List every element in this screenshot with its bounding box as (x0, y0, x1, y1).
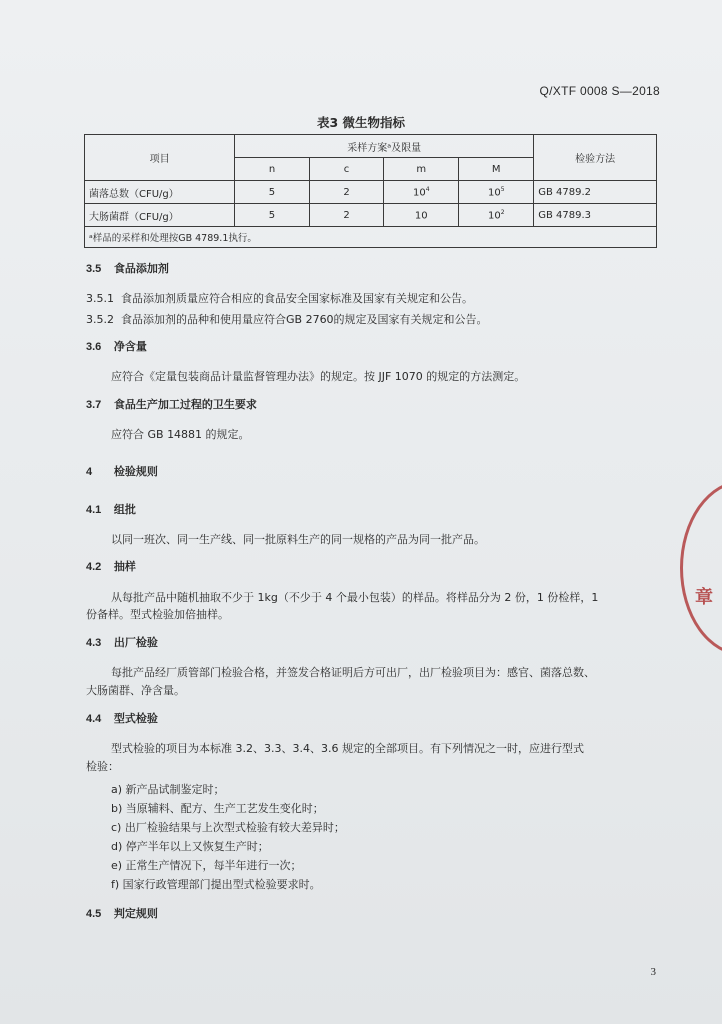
row-M: $10^2$ (459, 204, 534, 227)
section-4-3: 4.3 出厂检验 (86, 636, 158, 649)
row-m: 10 (384, 204, 459, 227)
row-method: GB 4789.3 (534, 204, 657, 227)
table-row (85, 181, 657, 204)
section-3-7-text: 应符合 GB 14881 的规定。 (111, 428, 250, 441)
header-c: c (309, 158, 384, 181)
section-4-2-text-line1: 从每批产品中随机抽取不少于 1kg（不少于 4 个最小包装）的样品。将样品分为 2 份，1 份检样，1 (111, 591, 599, 604)
header-m: m (384, 158, 459, 181)
section-4-2: 4.2 抽样 (86, 560, 136, 573)
row-m: $10^4$ (384, 181, 459, 204)
section-3-5: 3.5 食品添加剂 (86, 262, 169, 275)
header-item: 项目 (85, 135, 235, 181)
list-item: e) 正常生产情况下，每半年进行一次； (111, 859, 302, 872)
page-number: 3 (650, 966, 656, 978)
row-c: 2 (309, 181, 384, 204)
section-4-1-text: 以同一班次、同一生产线、同一批原料生产的同一规格的产品为同一批产品。 (111, 533, 485, 546)
header-n: n (235, 158, 310, 181)
section-4-4-text-line1: 型式检验的项目为本标准 3.2、3.3、3.4、3.6 规定的全部项目。有下列情况之一时，应进行型式 (111, 742, 584, 755)
section-4-3-text-line2: 大肠菌群、净含量。 (86, 684, 185, 697)
section-4-5: 4.5 判定规则 (86, 907, 158, 920)
row-item: 菌落总数（CFU/g） (85, 181, 235, 204)
header-test-method: 检验方法 (534, 135, 657, 181)
list-item: a) 新产品试制鉴定时； (111, 783, 225, 796)
header-sampling-plan: 采样方案ᵃ及限量 (235, 135, 534, 158)
section-3-6: 3.6 净含量 (86, 340, 147, 353)
microbiological-indicators-table (84, 134, 657, 248)
table-title: 表3 微生物指标 (316, 115, 406, 130)
section-3-5-2: 3.5.2 食品添加剂的品种和使用量应符合GB 2760的规定及国家有关规定和公告。 (86, 313, 488, 326)
section-4-4: 4.4 型式检验 (86, 712, 158, 725)
table-note: ᵃ样品的采样和处理按GB 4789.1执行。 (85, 227, 657, 248)
section-3-7: 3.7 食品生产加工过程的卫生要求 (86, 398, 257, 411)
section-3-6-text: 应符合《定量包装商品计量监督管理办法》的规定。按 JJF 1070 的规定的方法测定。 (111, 370, 526, 383)
row-method: GB 4789.2 (534, 181, 657, 204)
row-item: 大肠菌群（CFU/g） (85, 204, 235, 227)
row-c: 2 (309, 204, 384, 227)
header-M: M (459, 158, 534, 181)
row-M: $10^5$ (459, 181, 534, 204)
list-item: b) 当原辅料、配方、生产工艺发生变化时； (111, 802, 324, 815)
table-row (85, 204, 657, 227)
section-4: 4 检验规则 (86, 465, 158, 478)
list-item: c) 出厂检验结果与上次型式检验有较大差异时； (111, 821, 345, 834)
list-item: f) 国家行政管理部门提出型式检验要求时。 (111, 878, 321, 891)
list-item: d) 停产半年以上又恢复生产时； (111, 840, 269, 853)
section-4-4-text-line2: 检验： (86, 760, 119, 773)
row-n: 5 (235, 204, 310, 227)
section-4-2-text-line2: 份备样。型式检验加倍抽样。 (86, 608, 229, 621)
section-3-5-1: 3.5.1 食品添加剂质量应符合相应的食品安全国家标准及国家有关规定和公告。 (86, 292, 473, 305)
row-n: 5 (235, 181, 310, 204)
section-4-3-text-line1: 每批产品经厂质管部门检验合格，并签发合格证明后方可出厂，出厂检验项目为：感官、菌落总数、 (111, 666, 595, 679)
standard-code: Q/XTF 0008 S—2018 (539, 84, 660, 98)
section-4-1: 4.1 组批 (86, 503, 136, 516)
red-seal-stamp: 章 (680, 480, 722, 656)
